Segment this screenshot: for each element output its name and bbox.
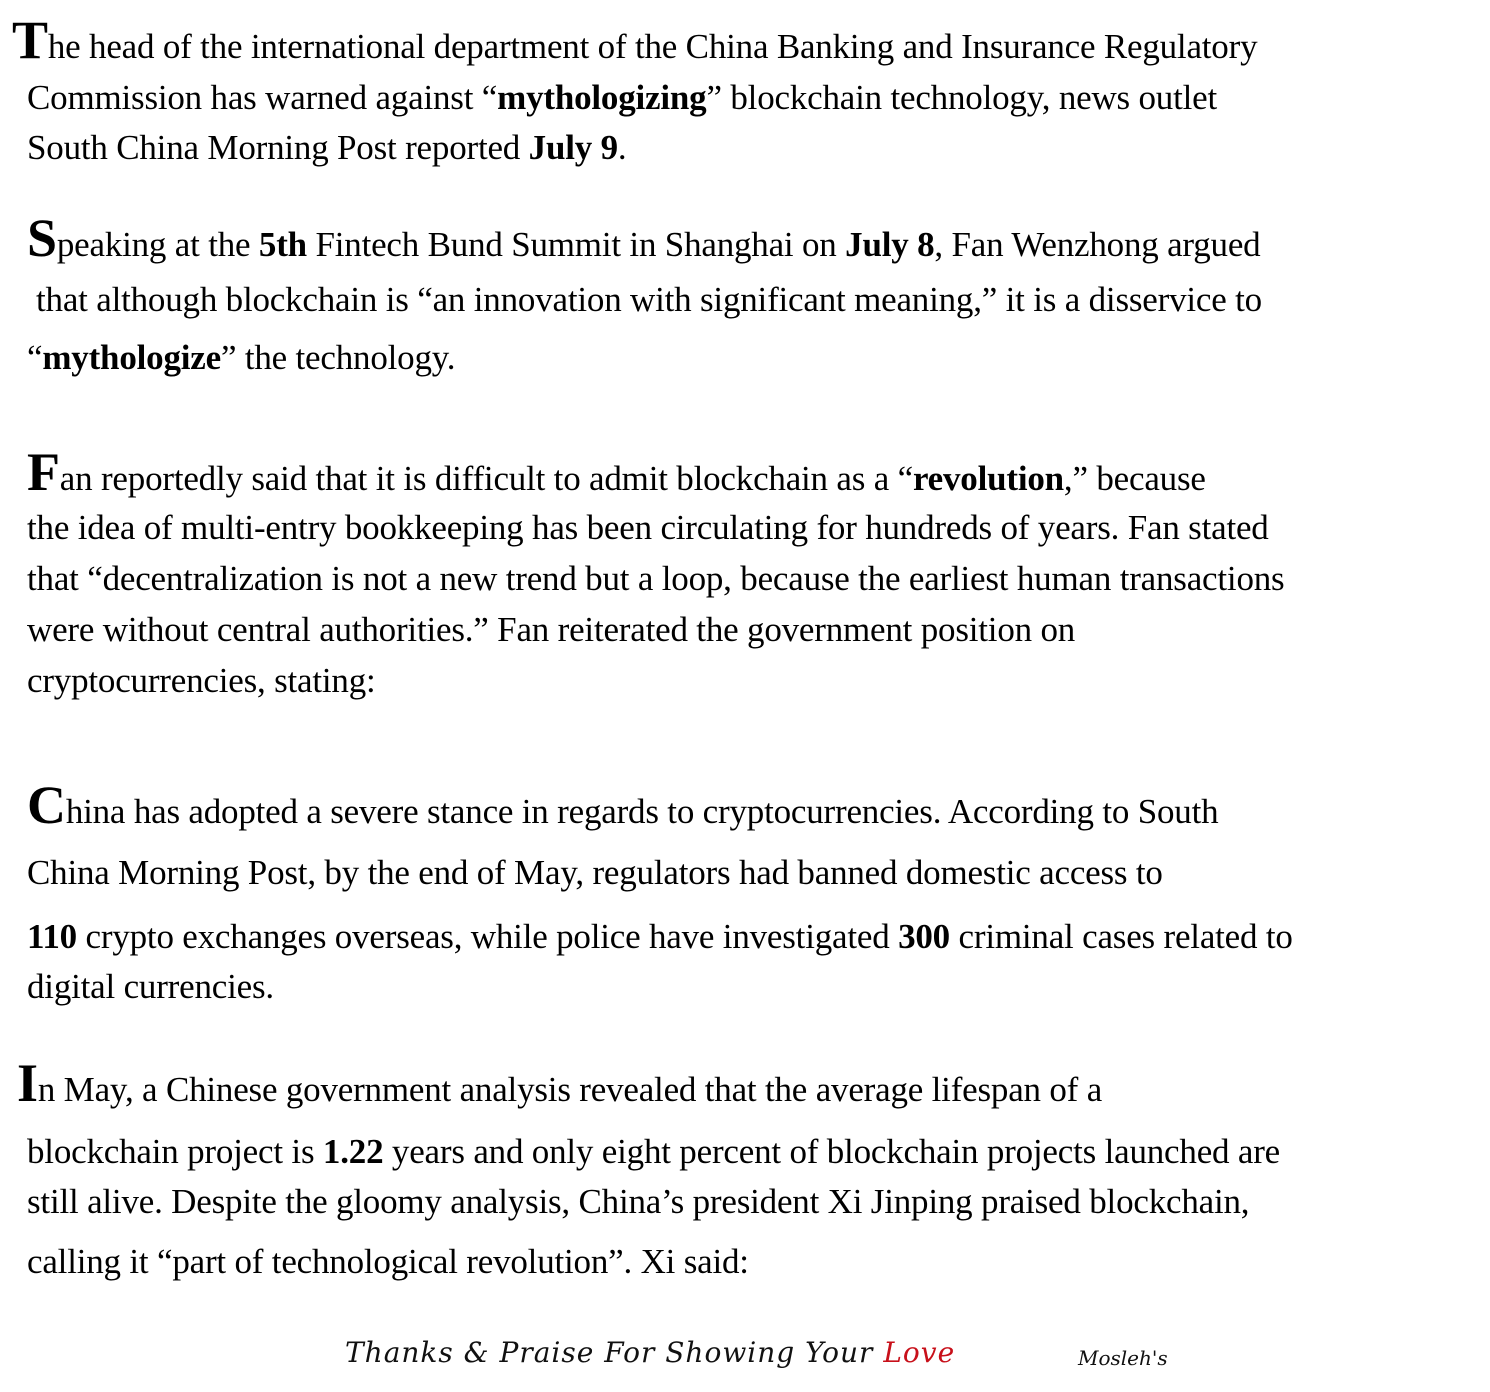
p2-line-2: that although blockchain is “an innovation with significant meaning,” it is a disservice to (36, 280, 1262, 319)
p1-line-3: South China Morning Post reported July 9. (27, 128, 627, 167)
p4-line-1: China has adopted a severe stance in regards to cryptocurrencies. According to South (27, 775, 1219, 835)
drop-cap: F (27, 442, 60, 502)
p4-line-3: 110 crypto exchanges overseas, while police have investigated 300 criminal cases related to (27, 917, 1293, 956)
p4-line-2: China Morning Post, by the end of May, regulators had banned domestic access to (27, 853, 1163, 892)
p3-line-2: the idea of multi-entry bookkeeping has been circulating for hundreds of years. Fan stated (27, 508, 1269, 547)
footer-thanks: Thanks & Praise For Showing Your Love (345, 1336, 956, 1369)
drop-cap: S (27, 208, 57, 268)
p3-line-4: were without central authorities.” Fan reiterated the government position on (27, 610, 1076, 649)
p1-line-2: Commission has warned against “mythologizing” blockchain technology, news outlet (27, 78, 1218, 117)
footer-signature: Mosleh's (1078, 1346, 1168, 1370)
p5-line-4: calling it “part of technological revolution”. Xi said: (27, 1242, 749, 1281)
footer-love: Love (883, 1336, 956, 1369)
p3-line-5: cryptocurrencies, stating: (27, 661, 376, 700)
p5-line-2: blockchain project is 1.22 years and only eight percent of blockchain projects launched are (27, 1132, 1280, 1171)
p5-line-3: still alive. Despite the gloomy analysis, China’s president Xi Jinping praised blockchain, (27, 1182, 1250, 1221)
p5-line-1: In May, a Chinese government analysis revealed that the average lifespan of a (17, 1053, 1103, 1113)
p1-line-1: The head of the international department of the China Banking and Insurance Regulatory (12, 10, 1258, 70)
p3-line-3: that “decentralization is not a new trend but a loop, because the earliest human transactions (27, 559, 1285, 598)
p2-line-1: Speaking at the 5th Fintech Bund Summit in Shanghai on July 8, Fan Wenzhong argued (27, 208, 1261, 268)
p4-line-4: digital currencies. (27, 967, 274, 1006)
drop-cap: I (17, 1053, 38, 1113)
drop-cap: T (12, 10, 48, 70)
drop-cap: C (27, 775, 66, 835)
p3-line-1: Fan reportedly said that it is difficult to admit blockchain as a “revolution,” because (27, 442, 1206, 502)
p2-line-3: “mythologize” the technology. (27, 338, 456, 377)
